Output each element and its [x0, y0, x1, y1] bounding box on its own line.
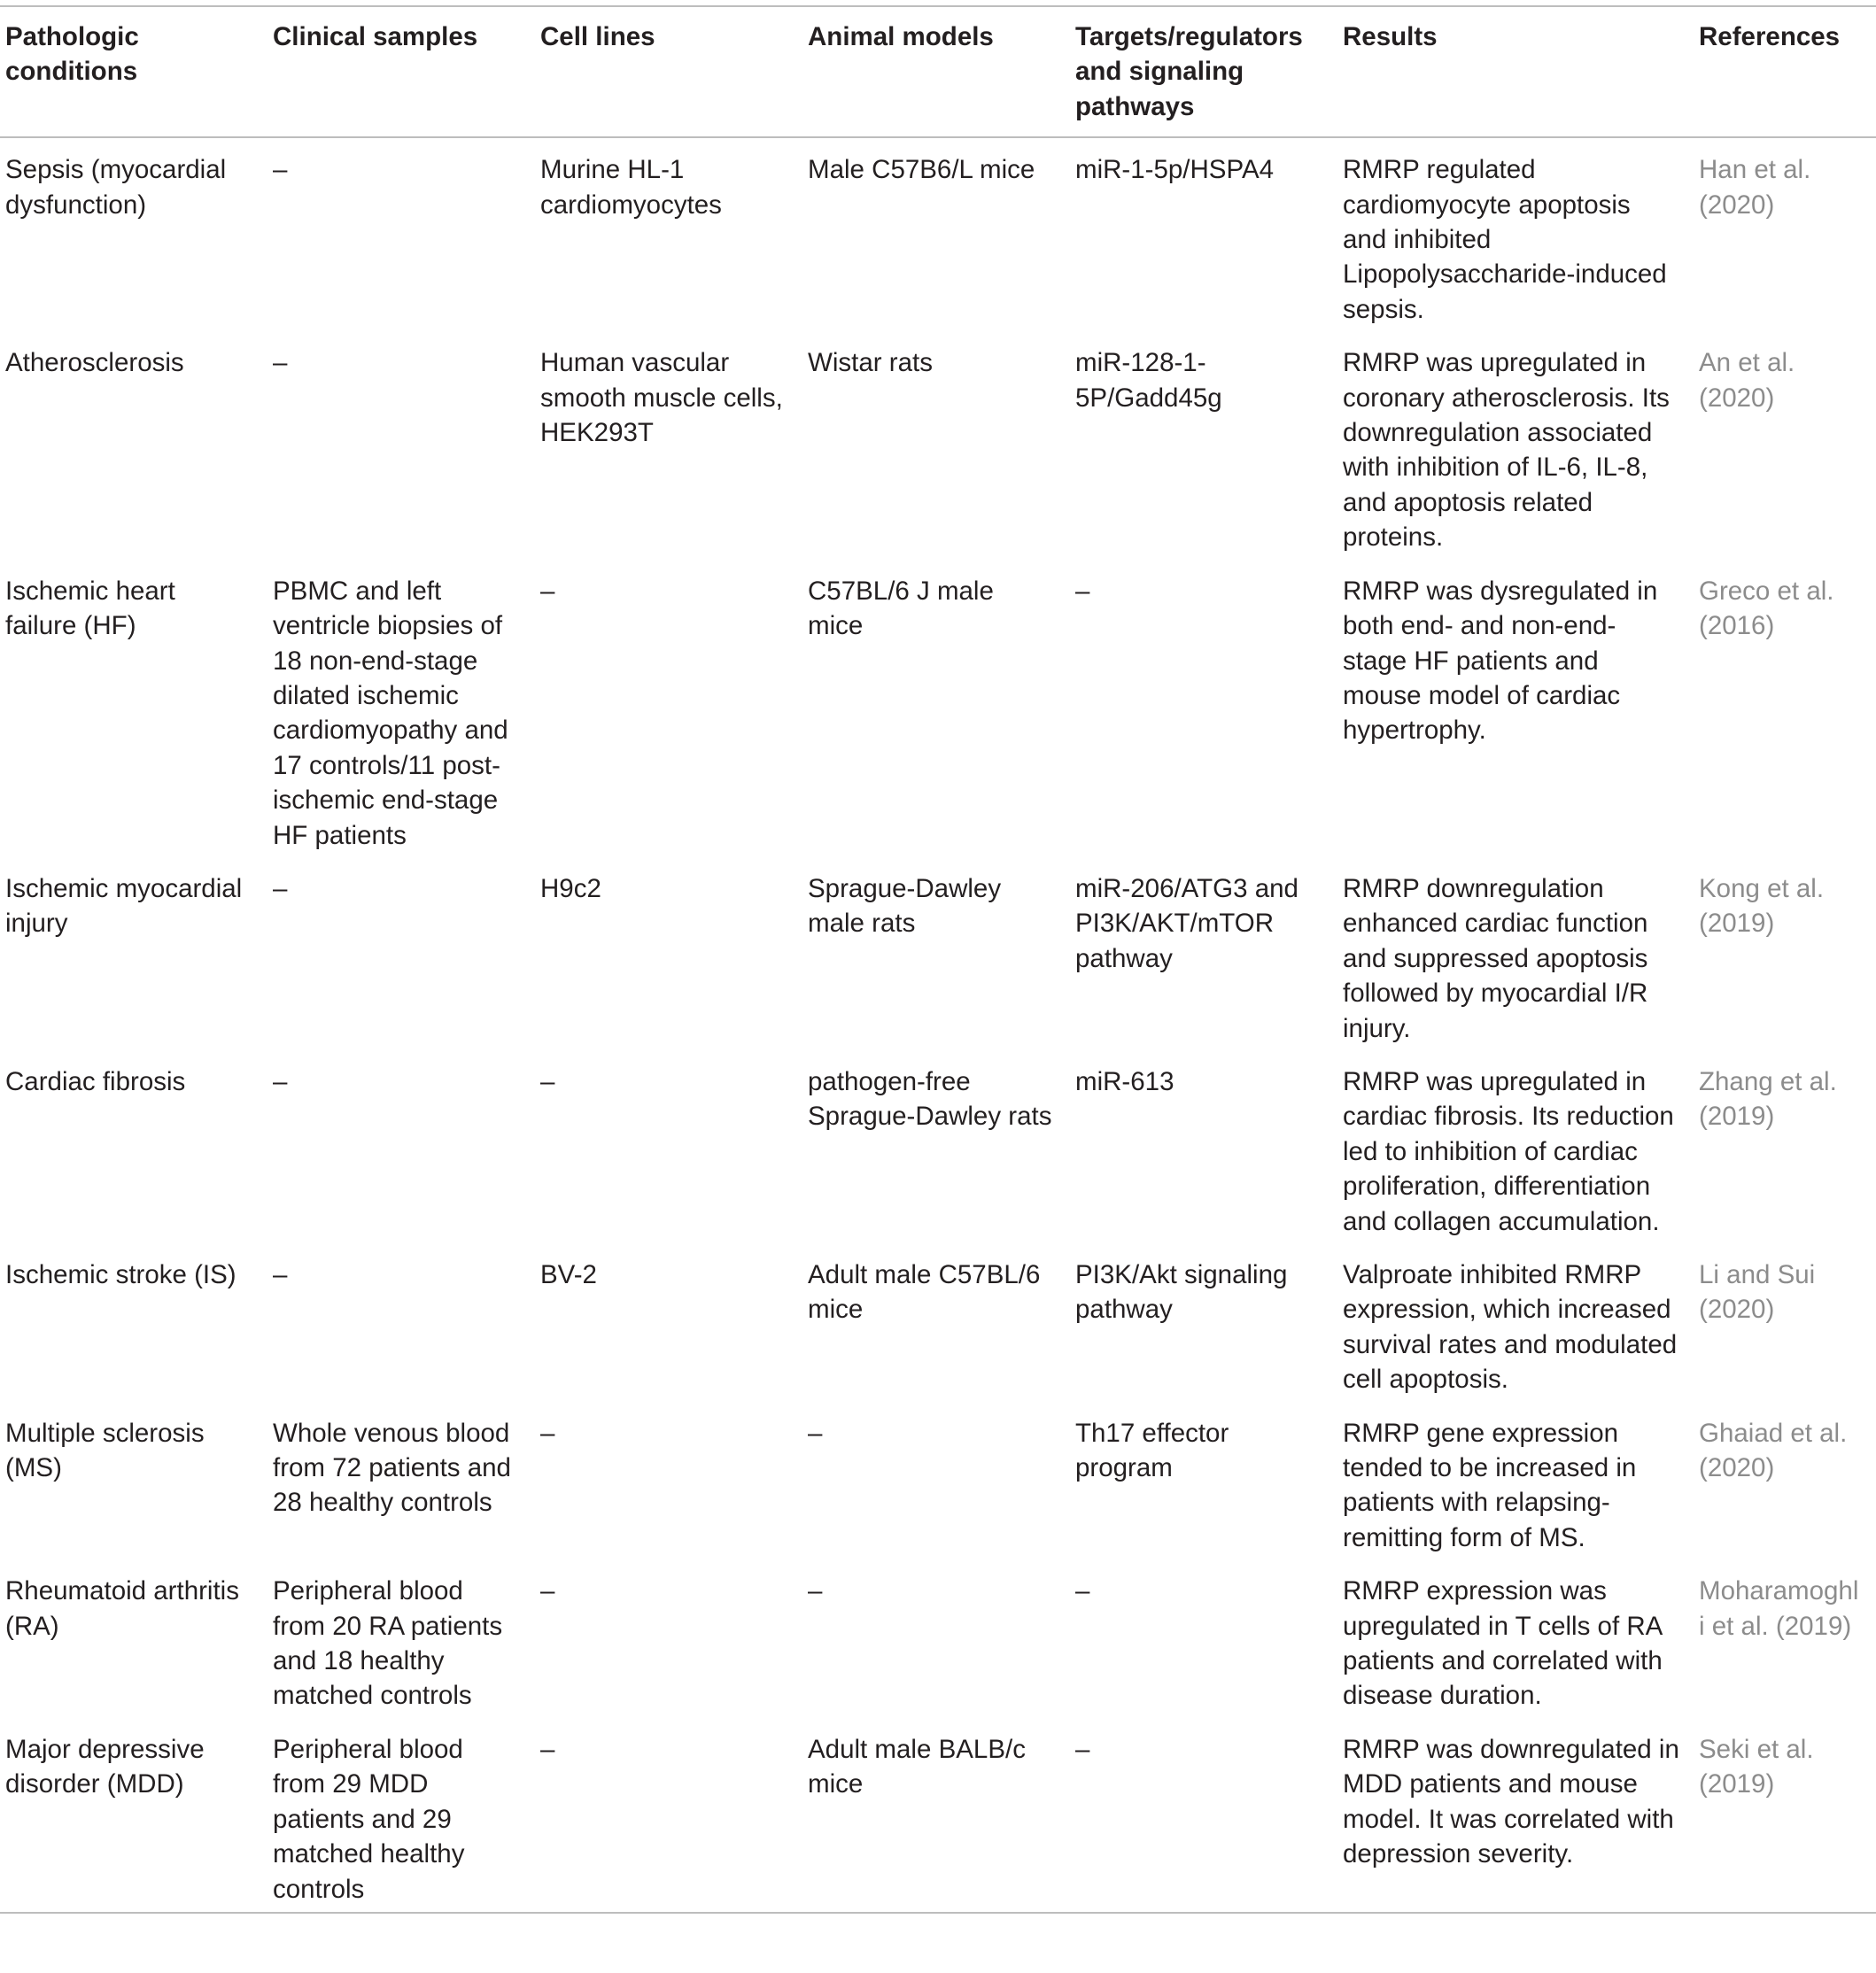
condition-cell: Sepsis (myocardial dysfunction) — [5, 155, 227, 220]
clinical-samples-cell: – — [273, 1260, 288, 1289]
clinical-samples-cell: – — [273, 1066, 288, 1096]
cell-lines-cell: – — [540, 1418, 555, 1448]
table-row — [0, 1051, 1876, 1244]
table-row — [0, 1719, 1876, 1913]
reference-cell: Greco et al. (2016) — [1699, 576, 1834, 641]
results-cell: RMRP was downregulated in MDD patients and mouse model. It was correlated with depression severity. — [1343, 1734, 1679, 1869]
reference-cell: Ghaiad et al. (2020) — [1699, 1418, 1848, 1483]
rmrp-disease-table — [0, 5, 1876, 1914]
table-row — [0, 561, 1876, 858]
condition-cell: Major depressive disorder (MDD) — [5, 1734, 205, 1799]
results-cell: RMRP downregulation enhanced cardiac function and suppressed apoptosis followed by myocardial I/R injury. — [1343, 873, 1648, 1043]
cell-lines-cell: – — [540, 1576, 555, 1606]
animal-models-cell: – — [808, 1576, 823, 1606]
targets-cell: miR-613 — [1075, 1066, 1174, 1096]
condition-cell: Ischemic stroke (IS) — [5, 1260, 236, 1289]
animal-models-cell: Adult male BALB/c mice — [808, 1734, 1026, 1799]
results-cell: RMRP was upregulated in coronary atherosclerosis. Its downregulation associated with inhibition of IL-6, IL-8, and apoptosis related proteins. — [1343, 348, 1670, 553]
table-row — [0, 1560, 1876, 1719]
targets-cell: PI3K/Akt signaling pathway — [1075, 1260, 1288, 1325]
header-pathologic-conditions: Pathologic conditions — [5, 22, 139, 87]
clinical-samples-cell: – — [273, 348, 288, 378]
targets-cell: miR-206/ATG3 and PI3K/AKT/mTOR pathway — [1075, 873, 1298, 973]
cell-lines-cell: BV-2 — [540, 1260, 597, 1289]
results-cell: RMRP regulated cardiomyocyte apoptosis and inhibited Lipopolysaccharide-induced sepsis. — [1343, 155, 1667, 324]
cell-lines-cell: – — [540, 1734, 555, 1764]
animal-models-cell: – — [808, 1418, 823, 1448]
table-row — [0, 332, 1876, 560]
table-row — [0, 858, 1876, 1051]
reference-cell: Zhang et al. (2019) — [1699, 1066, 1837, 1132]
results-cell: RMRP was dysregulated in both end- and non-end-stage HF patients and mouse model of cardiac hypertrophy. — [1343, 576, 1658, 746]
cell-lines-cell: – — [540, 1066, 555, 1096]
reference-cell: Moharamoghli et al. (2019) — [1699, 1576, 1859, 1641]
animal-models-cell: Male C57B6/L mice — [808, 155, 1035, 185]
clinical-samples-cell: – — [273, 155, 288, 185]
targets-cell: miR-128-1-5P/Gadd45g — [1075, 348, 1222, 413]
table-body — [0, 137, 1876, 1913]
reference-cell: Kong et al. (2019) — [1699, 873, 1825, 939]
targets-cell: – — [1075, 1576, 1090, 1606]
animal-models-cell: Wistar rats — [808, 348, 933, 378]
animal-models-cell: pathogen-free Sprague-Dawley rats — [808, 1066, 1052, 1132]
reference-cell: An et al. (2020) — [1699, 348, 1795, 413]
clinical-samples-cell: – — [273, 873, 288, 903]
cell-lines-cell: H9c2 — [540, 873, 601, 903]
header-animal-models: Animal models — [808, 22, 994, 51]
header-targets: Targets/regulators and signaling pathways — [1075, 22, 1303, 121]
results-cell: RMRP expression was upregulated in T cells of RA patients and correlated with disease duration. — [1343, 1576, 1663, 1711]
cell-lines-cell: Murine HL-1 cardiomyocytes — [540, 155, 722, 220]
clinical-samples-cell: PBMC and left ventricle biopsies of 18 non-end-stage dilated ischemic cardiomyopathy and 17 controls/11 post-ischemic end-stage HF patients — [273, 576, 508, 850]
cell-lines-cell: Human vascular smooth muscle cells, HEK293T — [540, 348, 783, 448]
targets-cell: Th17 effector program — [1075, 1418, 1229, 1483]
results-cell: Valproate inhibited RMRP expression, which increased survival rates and modulated cell apoptosis. — [1343, 1260, 1678, 1395]
targets-cell: miR-1-5p/HSPA4 — [1075, 155, 1275, 185]
table-header-row — [0, 6, 1876, 137]
targets-cell: – — [1075, 1734, 1090, 1764]
header-cell-lines: Cell lines — [540, 22, 655, 51]
reference-cell: Han et al. (2020) — [1699, 155, 1811, 220]
condition-cell: Multiple sclerosis (MS) — [5, 1418, 205, 1483]
clinical-samples-cell: Peripheral blood from 29 MDD patients and 29 matched healthy controls — [273, 1734, 465, 1904]
animal-models-cell: Adult male C57BL/6 mice — [808, 1260, 1041, 1325]
header-references: References — [1699, 22, 1841, 51]
reference-cell: Seki et al. (2019) — [1699, 1734, 1814, 1799]
animal-models-cell: C57BL/6 J male mice — [808, 576, 994, 641]
header-results: Results — [1343, 22, 1438, 51]
table-row — [0, 137, 1876, 332]
cell-lines-cell: – — [540, 576, 555, 606]
animal-models-cell: Sprague-Dawley male rats — [808, 873, 1002, 939]
table-row — [0, 1403, 1876, 1561]
targets-cell: – — [1075, 576, 1090, 606]
results-cell: RMRP gene expression tended to be increased in patients with relapsing-remitting form of MS. — [1343, 1418, 1637, 1552]
clinical-samples-cell: Peripheral blood from 20 RA patients and 18 healthy matched controls — [273, 1576, 503, 1711]
condition-cell: Cardiac fibrosis — [5, 1066, 186, 1096]
condition-cell: Rheumatoid arthritis (RA) — [5, 1576, 239, 1641]
condition-cell: Atherosclerosis — [5, 348, 184, 378]
clinical-samples-cell: Whole venous blood from 72 patients and 28 healthy controls — [273, 1418, 511, 1518]
condition-cell: Ischemic heart failure (HF) — [5, 576, 175, 641]
results-cell: RMRP was upregulated in cardiac fibrosis. Its reduction led to inhibition of cardiac proliferation, differentiation and collagen accumulation. — [1343, 1066, 1674, 1236]
reference-cell: Li and Sui (2020) — [1699, 1260, 1816, 1325]
header-clinical-samples: Clinical samples — [273, 22, 478, 51]
table-row — [0, 1244, 1876, 1403]
condition-cell: Ischemic myocardial injury — [5, 873, 243, 939]
